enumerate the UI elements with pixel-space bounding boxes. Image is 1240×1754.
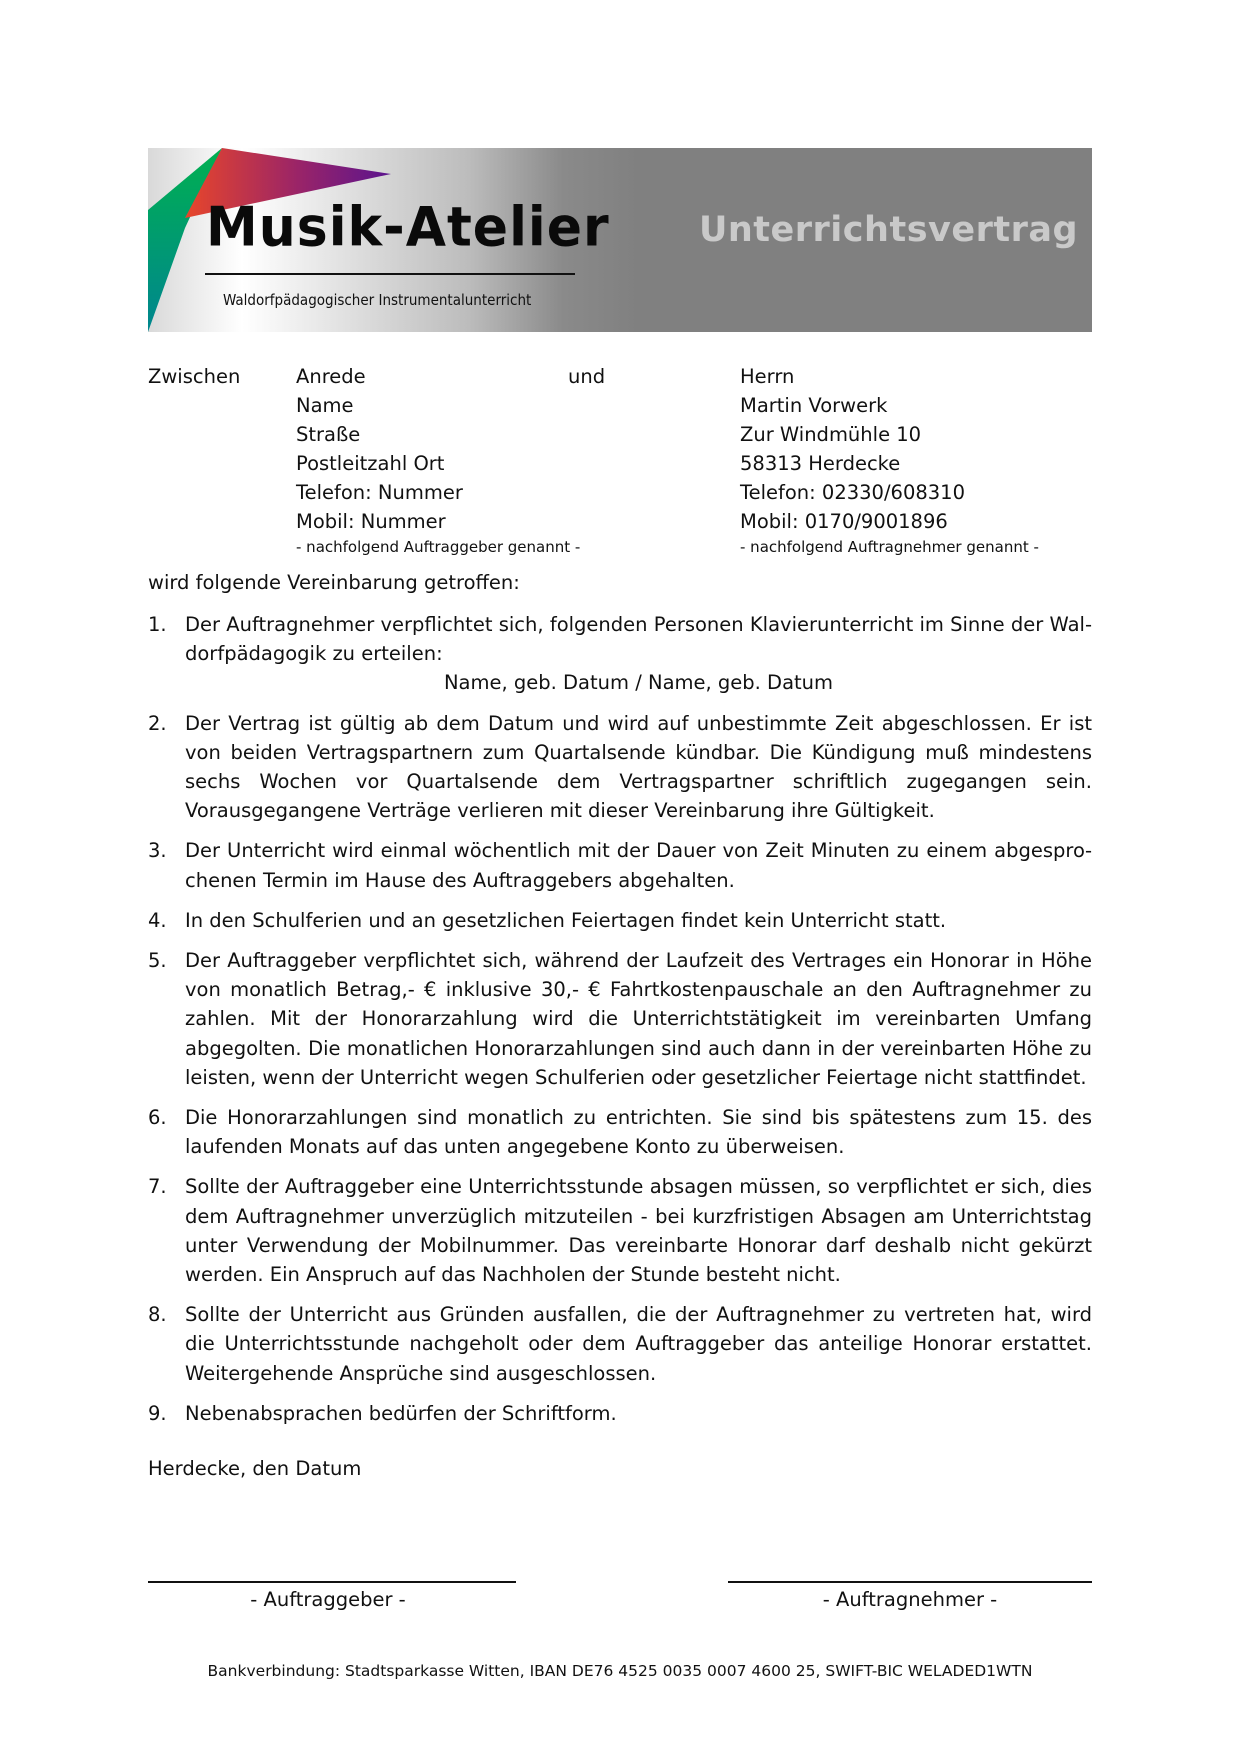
contractor-city: 58313 Herdecke (740, 452, 901, 475)
clause-1 (148, 610, 1092, 698)
clause-number: 5. (148, 949, 167, 973)
clause-number: 3. (148, 839, 167, 863)
clause-2 (148, 709, 1092, 826)
client-signature-line (148, 1581, 516, 1583)
document-title: Unterrichtsvertrag (698, 210, 1078, 250)
header-banner (148, 148, 1092, 332)
brand-divider (205, 273, 575, 275)
clause-text: Der Auftragnehmer verpflichtet sich, folgenden Personen Klavierunterricht im Sinne der Waldorfpädagogik zu erteilen: (185, 613, 1092, 666)
clause-text: Sollte der Unterricht aus Gründen ausfallen, die der Auftragnehmer zu vertreten hat, wird die Unterrichtsstunde nachgeholt oder dem Auftraggeber das anteilige Honorar erstattet. Weitergehende Ansprüche sind ausgeschlossen. (185, 1303, 1092, 1385)
clause-number: 6. (148, 1106, 167, 1130)
contractor-mobile: Mobil: 0170/9001896 (740, 510, 948, 533)
clause-text: Der Vertrag ist gültig ab dem Datum und wird auf unbestimmte Zeit abgeschlossen. Er ist von beiden Vertragspartnern zum Quartalsende kündbar. Die Kündigung muß mindestens sechs Wochen vor Quartalsende dem Vertragspartner schriftlich zugegangen sein. Vorausgegangene Verträge verlieren mit dieser Vereinbarung ihre Gültigkeit. (185, 711, 1092, 823)
clause-6 (148, 1103, 1092, 1161)
and-label: und (568, 365, 606, 388)
clause-text: Nebenabsprachen bedürfen der Schriftform. (185, 1401, 617, 1425)
clause-7 (148, 1172, 1092, 1289)
clause-list (148, 610, 1092, 1439)
contractor-address (740, 362, 1039, 558)
client-salutation: Anrede (296, 365, 366, 388)
clause-8 (148, 1300, 1092, 1388)
place-and-date: Herdecke, den Datum (148, 1457, 362, 1480)
contractor-phone: Telefon: 02330/608310 (740, 481, 965, 504)
student-names: Name, geb. Datum / Name, geb. Datum (443, 671, 834, 695)
clause-text: Der Auftraggeber verpflichtet sich, während der Laufzeit des Vertrages ein Honorar in Höhe von monatlich Betrag,- € inklusive 30,- € Fahrtkostenpauschale an den Auftragnehmer zu zahlen. Mit der Honorarzahlung wird die Unterrichtstätigkeit im vereinbarten Umfang abgegolten. Die monatlichen Honorarzahlungen sind auch dann in der vereinbarten Höhe zu leisten, wenn der Unterricht wegen Schulferien oder gesetzlicher Feiertage nicht stattfindet. (185, 949, 1092, 1089)
clause-text: Die Honorarzahlungen sind monatlich zu entrichten. Sie sind bis spätestens zum 15. des laufenden Monats auf das unten angegebene Konto zu überweisen. (185, 1106, 1092, 1159)
agreement-intro: wird folgende Vereinbarung getroffen: (148, 571, 520, 594)
clause-9 (148, 1399, 1092, 1428)
contractor-salutation: Herrn (740, 365, 795, 388)
brand-name: Musik-Atelier (206, 196, 610, 259)
clause-text: Der Unterricht wird einmal wöchentlich mit der Dauer von Zeit Minuten zu einem abgesprochenen Termin im Hause des Auftraggebers abgehalten. (185, 839, 1092, 892)
client-designation: - nachfolgend Auftraggeber genannt - (296, 538, 581, 556)
clause-number: 1. (148, 613, 167, 636)
client-city: Postleitzahl Ort (296, 452, 445, 475)
contractor-name: Martin Vorwerk (740, 394, 888, 417)
clause-5 (148, 946, 1092, 1092)
brand-tagline: Waldorfpädagogischer Instrumentalunterricht (223, 291, 532, 309)
contractor-street: Zur Windmühle 10 (740, 423, 922, 446)
between-label: Zwischen (148, 365, 241, 388)
client-address (296, 362, 580, 558)
clause-number: 9. (148, 1401, 167, 1425)
contractor-signature-line (728, 1581, 1092, 1583)
client-street: Straße (296, 423, 361, 446)
clause-text: In den Schulferien und an gesetzlichen Feiertagen findet kein Unterricht statt. (185, 908, 947, 932)
clause-number: 7. (148, 1175, 167, 1199)
clause-number: 8. (148, 1303, 167, 1327)
client-name: Name (296, 394, 354, 417)
clause-number: 2. (148, 711, 167, 735)
contractor-designation: - nachfolgend Auftragnehmer genannt - (740, 538, 1039, 556)
client-mobile: Mobil: Nummer (296, 510, 446, 533)
client-signature-label: - Auftraggeber - (250, 1588, 406, 1611)
clause-3 (148, 836, 1092, 894)
client-phone: Telefon: Nummer (296, 481, 463, 504)
bank-details-footer: Bankverbindung: Stadtsparkasse Witten, IBAN DE76 4525 0035 0007 4600 25, SWIFT-BIC WELADED1WTN (207, 1662, 1033, 1680)
clause-number: 4. (148, 908, 167, 932)
contractor-signature-label: - Auftragnehmer - (822, 1588, 998, 1611)
clause-text: Sollte der Auftraggeber eine Unterrichtsstunde absagen müssen, so verpflichtet er sich, dies dem Auftragnehmer unverzüglich mitzuteilen - bei kurzfristigen Absagen am Unterrichtstag unter Verwendung der Mobilnummer. Das vereinbarte Honorar darf deshalb nicht gekürzt werden. Ein Anspruch auf das Nachholen der Stunde besteht nicht. (185, 1175, 1092, 1287)
clause-4 (148, 906, 1092, 935)
